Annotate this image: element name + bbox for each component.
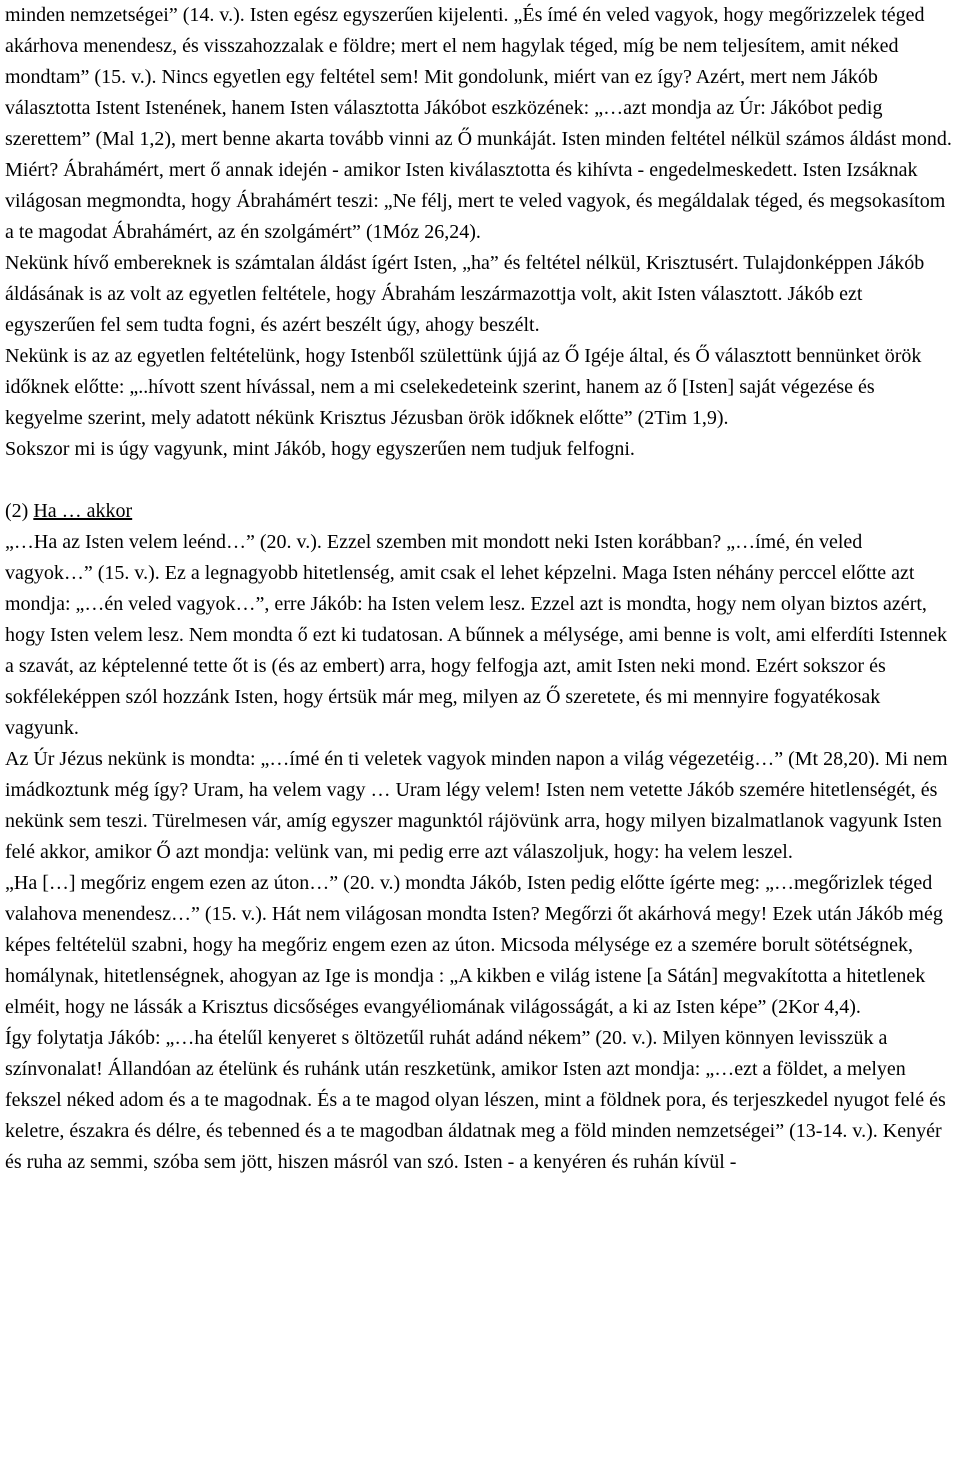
- paragraph-3: Nekünk is az az egyetlen feltételünk, hogy Istenből születtünk újjá az Ő Igéje által, és Ő választott bennünket örök időknek előtte: „..hívott szent hívással, nem a mi cselekedeteink szerint, hanem az ő [Isten] saját végezése és kegyelme szerint, mely adatott nékünk Krisztus Jézusban örök időknek előtte” (2Tim 1,9).: [5, 345, 922, 429]
- paragraph-1: minden nemzetségei” (14. v.). Isten egész egyszerűen kijelenti. „És ímé én veled vagyok, hogy megőrizzelek téged akárhova menendesz, és visszahozzalak e földre; mert el nem hagylak téged, míg be nem teljesítem, amit néked mondtam” (15. v.). Nincs egyetlen egy feltétel sem! Mit gondolunk, miért van ez így? Azért, mert nem Jákób választotta Istent Istenének, hanem Isten választotta Jákóbot eszközének: „…azt mondja az Úr: Jákóbot pedig szerettem” (Mal 1,2), mert benne akarta tovább vinni az Ő munkáját. Isten minden feltétel nélkül számos áldást mond. Miért? Ábrahámért, mert ő annak idején - amikor Isten kiválasztotta és kihívta - engedelmeskedett. Isten Izsáknak világosan megmondta, hogy Ábrahámért teszi: „Ne félj, mert te veled vagyok, és megáldalak téged, és megsokasítom a te magodat Ábrahámért, az én szolgámért” (1Móz 26,24).: [5, 4, 952, 243]
- section-paragraph-3: „Ha […] megőriz engem ezen az úton…” (20. v.) mondta Jákób, Isten pedig előtte ígérte meg: „…megőrizlek téged valahova menendesz…” (15. v.). Hát nem világosan mondta Isten? Megőrzi őt akárhová megy! Ezek után Jákób még képes feltételül szabni, hogy ha megőriz engem ezen az úton. Micsoda mélysége ez a szemére borult sötétségnek, homálynak, hitetlenségnek, ahogyan az Ige is mondja : „A kikben e világ istene [a Sátán] megvakította a hitetlenek elméit, hogy ne lássák a Krisztus dicsőséges evangyéliomának világosságát, a ki az Isten képe” (2Kor 4,4).: [5, 872, 943, 1018]
- paragraph-2: Nekünk hívő embereknek is számtalan áldást ígért Isten, „ha” és feltétel nélkül, Krisztusért. Tulajdonképpen Jákób áldásának is az volt az egyetlen feltétele, hogy Ábrahám leszármazottja volt, akit Isten választott. Jákób ezt egyszerűen fel sem tudta fogni, és azért beszélt úgy, ahogy beszélt.: [5, 252, 925, 336]
- section-title: Ha … akkor: [33, 500, 133, 522]
- blank-line: [5, 465, 952, 496]
- section-number: (2): [5, 500, 29, 522]
- section-heading: [5, 496, 952, 527]
- section-paragraph-1: „…Ha az Isten velem leénd…” (20. v.). Ezzel szemben mit mondott neki Isten korábban? „…ímé, én veled vagyok…” (15. v.). Ez a legnagyobb hitetlenség, amit csak el lehet képzelni. Maga Isten néhány perccel előtte azt mondja: „…én veled vagyok…”, erre Jákób: ha Isten velem lesz. Ezzel azt is mondta, hogy nem olyan biztos azért, hogy Isten velem lesz. Nem mondta ő ezt ki tudatosan. A bűnnek a mélysége, ami benne is volt, ami elferdíti Istennek a szavát, az képtelenné tette őt is (és az embert) arra, hogy felfogja azt, amit Isten neki mond. Ezért sokszor és sokféleképpen szól hozzánk Isten, hogy értsük már meg, milyen az Ő szeretete, és mi mennyire fogyatékosak vagyunk.: [5, 531, 947, 739]
- section-paragraph-4: Így folytatja Jákób: „…ha ételűl kenyeret s öltözetűl ruhát adánd nékem” (20. v.). Milyen könnyen levisszük a színvonalat! Állandóan az ételünk és ruhánk után reszketünk, amikor Isten azt mondja: „…ezt a földet, a melyen fekszel néked adom és a te magodnak. És a te magod olyan lészen, mint a földnek pora, és terjeszkedel nyugot felé és keletre, északra és délre, és tebenned és a te magodban áldatnak meg a föld minden nemzetségei” (13-14. v.). Kenyér és ruha az semmi, szóba sem jött, hiszen másról van szó. Isten - a kenyéren és ruhán kívül -: [5, 1027, 946, 1173]
- section-paragraph-2: Az Úr Jézus nekünk is mondta: „…ímé én ti veletek vagyok minden napon a világ végezetéig…” (Mt 28,20). Mi nem imádkoztunk még így? Uram, ha velem vagy … Uram légy velem! Isten nem vetette Jákób szemére hitetlenségét, és nekünk sem teszi. Türelmesen vár, amíg egyszer magunktól rájövünk arra, hogy milyen bizalmatlanok vagyunk Isten felé akkor, amikor Ő azt mondja: velünk van, mi pedig erre azt válaszoljuk, hogy: ha velem leszel.: [5, 748, 948, 863]
- paragraph-4: Sokszor mi is úgy vagyunk, mint Jákób, hogy egyszerűen nem tudjuk felfogni.: [5, 438, 635, 460]
